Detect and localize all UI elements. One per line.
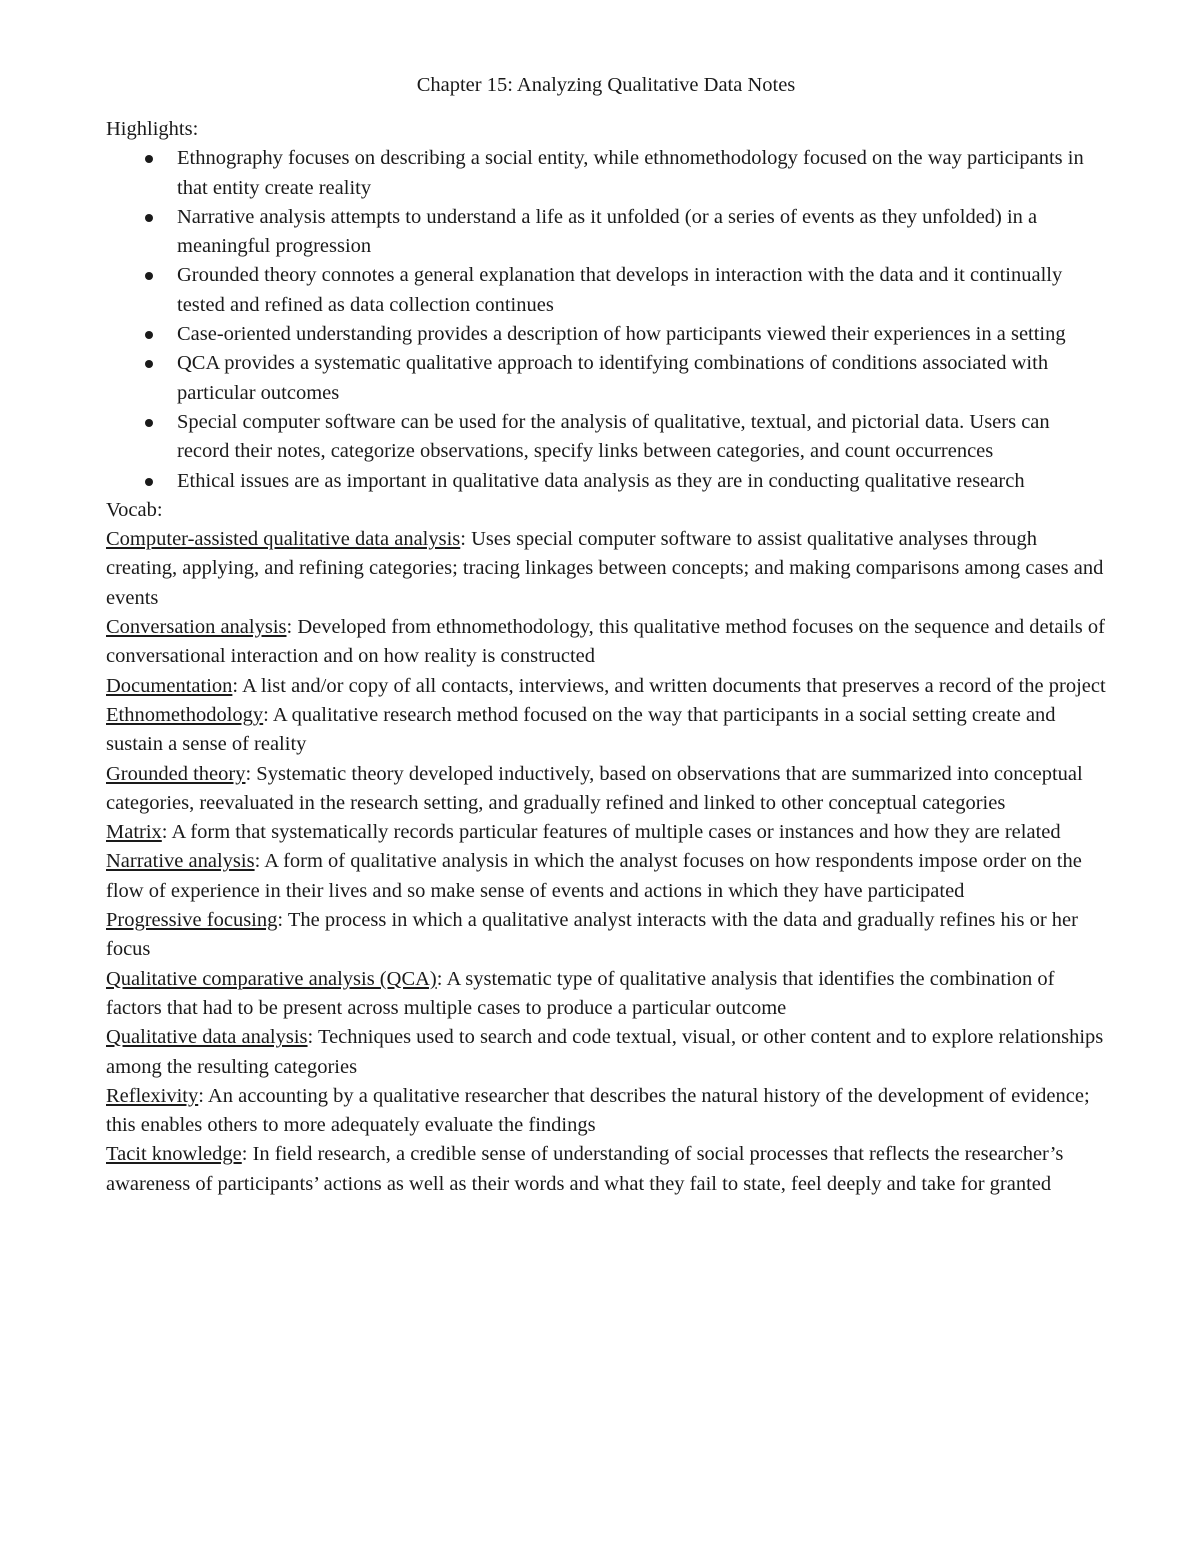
vocab-term: Documentation — [106, 674, 233, 697]
vocab-definition: : The process in which a qualitative analyst interacts with the data and gradually refines his or her focus — [106, 909, 1078, 961]
highlight-text: Special computer software can be used for the analysis of qualitative, textual, and pictorial data. Users can record their notes, categorize observations, specify links between categories, and count occurrences — [177, 410, 1050, 463]
vocab-entry — [106, 1140, 1106, 1199]
highlight-text: Ethical issues are as important in qualitative data analysis as they are in conducting qualitative research — [177, 469, 1025, 492]
vocab-entry — [106, 965, 1106, 1024]
vocab-term: Narrative analysis — [106, 850, 255, 873]
vocab-entry — [106, 613, 1106, 672]
vocab-definition: : In field research, a credible sense of understanding of social processes that reflects the researcher’s awareness of participants’ actions as well as their words and what they fail to state, feel deeply and take for granted — [106, 1143, 1064, 1195]
highlight-item — [177, 203, 1106, 262]
vocab-entry — [106, 906, 1106, 965]
vocab-term: Computer-assisted qualitative data analysis — [106, 528, 461, 551]
bullet-icon — [145, 214, 153, 222]
bullet-icon — [145, 419, 153, 427]
vocab-heading: Vocab: — [106, 498, 163, 521]
vocab-entry — [106, 672, 1106, 701]
highlight-item — [177, 408, 1106, 467]
bullet-icon — [145, 360, 153, 368]
vocab-list — [106, 525, 1106, 1199]
vocab-term: Qualitative data analysis — [106, 1026, 308, 1049]
vocab-entry — [106, 701, 1106, 760]
vocab-term: Tacit knowledge — [106, 1143, 242, 1166]
vocab-definition: : A systematic type of qualitative analysis that identifies the combination of factors that had to be present across multiple cases to produce a particular outcome — [106, 967, 1055, 1019]
vocab-term: Progressive focusing — [106, 909, 278, 932]
document-body — [106, 70, 1106, 1199]
vocab-definition: : Developed from ethnomethodology, this qualitative method focuses on the sequence and details of conversational interaction and on how reality is constructed — [106, 616, 1105, 668]
highlights-heading: Highlights: — [106, 118, 199, 140]
vocab-definition: : A qualitative research method focused on the way that participants in a social setting create and sustain a sense of reality — [106, 703, 1056, 756]
highlight-item — [177, 349, 1106, 408]
highlight-item — [177, 320, 1106, 349]
vocab-term: Reflexivity — [106, 1084, 199, 1107]
highlight-text: Ethnography focuses on describing a social entity, while ethnomethodology focused on the way participants in that entity create reality — [177, 147, 1084, 199]
vocab-entry — [106, 1082, 1106, 1141]
vocab-entry — [106, 847, 1106, 906]
vocab-entry — [106, 1023, 1106, 1082]
vocab-term: Ethnomethodology — [106, 703, 264, 726]
vocab-entry — [106, 760, 1106, 819]
highlight-text: Case-oriented understanding provides a description of how participants viewed their experiences in a setting — [177, 323, 1066, 346]
bullet-icon — [145, 478, 153, 486]
highlights-list — [106, 144, 1106, 496]
vocab-definition: : A form of qualitative analysis in which the analyst focuses on how respondents impose order on the flow of experience in their lives and so make sense of events and actions in which they have participated — [106, 850, 1082, 902]
vocab-term: Matrix — [106, 821, 162, 844]
bullet-icon — [145, 155, 153, 163]
bullet-icon — [145, 272, 153, 280]
highlight-item — [177, 144, 1106, 203]
vocab-term: Grounded theory — [106, 762, 246, 785]
highlight-item — [177, 261, 1106, 320]
vocab-definition: : A form that systematically records particular features of multiple cases or instances and how they are related — [161, 821, 1061, 844]
bullet-icon — [145, 331, 153, 339]
vocab-definition: : An accounting by a qualitative researcher that describes the natural history of the development of evidence; this enables others to more adequately evaluate the findings — [106, 1084, 1090, 1137]
vocab-definition: : Systematic theory developed inductively, based on observations that are summarized into conceptual categories, reevaluated in the research setting, and gradually refined and linked to other conceptual categories — [106, 762, 1083, 814]
page-title: Chapter 15: Analyzing Qualitative Data Notes — [416, 74, 796, 96]
highlight-item — [177, 467, 1106, 496]
vocab-entry — [106, 818, 1106, 847]
vocab-definition: : Techniques used to search and code textual, visual, or other content and to explore relationships among the resulting categories — [106, 1026, 1104, 1078]
highlight-text: Narrative analysis attempts to understand a life as it unfolded (or a series of events as they unfolded) in a meaningful progression — [177, 205, 1038, 258]
vocab-entry — [106, 525, 1106, 613]
vocab-term: Conversation analysis — [106, 616, 287, 639]
highlight-text: QCA provides a systematic qualitative approach to identifying combinations of conditions associated with particular outcomes — [177, 352, 1049, 404]
highlight-text: Grounded theory connotes a general explanation that develops in interaction with the data and it continually tested and refined as data collection continues — [177, 264, 1063, 316]
vocab-definition: : A list and/or copy of all contacts, interviews, and written documents that preserves a record of the project — [232, 674, 1106, 697]
vocab-term: Qualitative comparative analysis (QCA) — [106, 967, 437, 990]
vocab-definition: : Uses special computer software to assist qualitative analyses through creating, applying, and refining categories; tracing linkages between concepts; and making comparisons among cases and events — [106, 528, 1104, 609]
